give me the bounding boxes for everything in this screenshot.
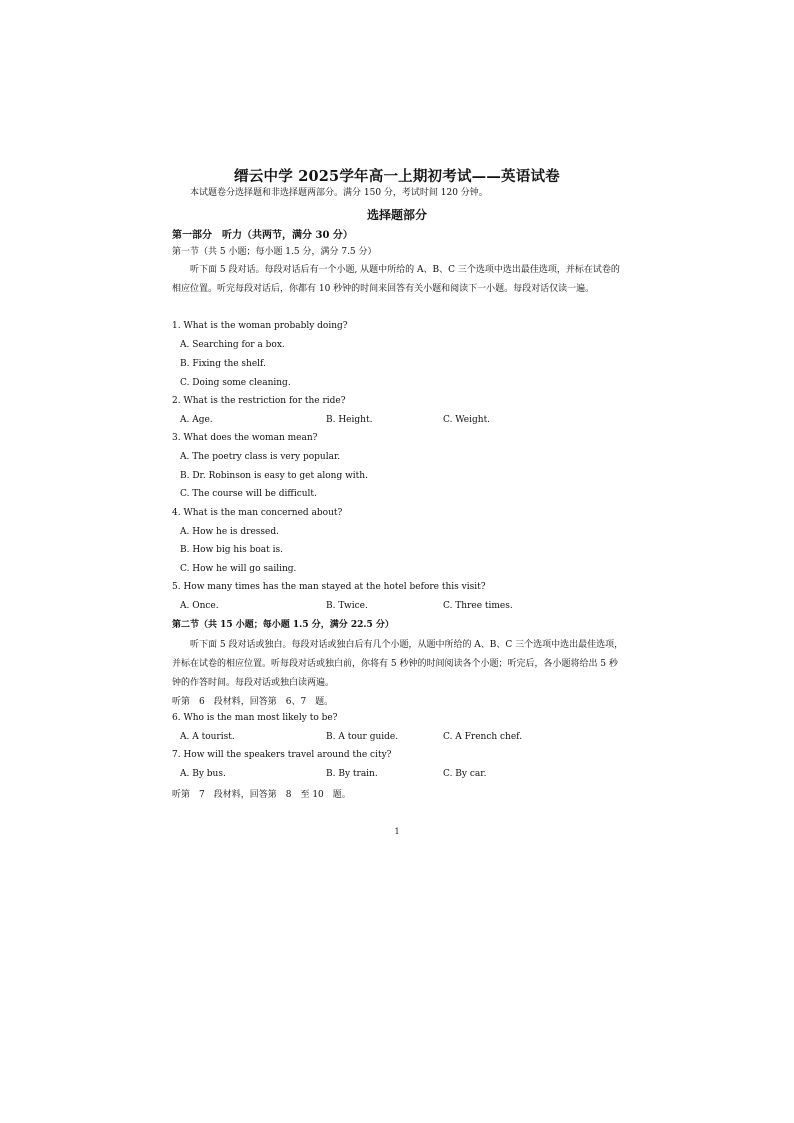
question-1: 1. What is the woman probably doing?: [172, 321, 348, 331]
q4-option-b: B. How big his boat is.: [180, 545, 283, 555]
q3-option-c: C. The course will be difficult.: [180, 489, 317, 499]
section1-header: 第一节（共 5 小题；每小题 1.5 分，满分 7.5 分）: [172, 247, 377, 257]
section2-instruction: 听下面 5 段对话或独白。每段对话或独白后有几个小题，从题中所给的 A、B、C 三个选项中选出最佳选项，并标在试卷的相应位置。听每段对话或独白前，你将有 5 秒钟的时间阅读各个小题；听完后，各小题将给出 5 秒钟的作答时间。每段对话或独白读两遍。: [172, 640, 624, 688]
question-7: 7. How will the speakers travel around the city?: [172, 750, 392, 760]
q5-option-c: C. Three times.: [443, 601, 513, 611]
exam-title: 缙云中学 2025学年高一上期初考试——英语试卷: [234, 168, 560, 185]
q4-option-a: A. How he is dressed.: [180, 527, 279, 537]
q6-option-b: B. A tour guide.: [326, 732, 399, 742]
q6-option-a: A. A tourist.: [180, 732, 235, 742]
section-title: 选择题部分: [366, 208, 427, 222]
section1-instruction: 听下面 5 段对话。每段对话后有一个小题, 从题中所给的 A、B、C 三个选项中选出最佳选项，并标在试卷的相应位置。听完每段对话后，你都有 10 秒钟的时间来回答有关小题和阅读下一小题。每段对话仅读一遍。: [172, 265, 620, 294]
q3-option-b: B. Dr. Robinson is easy to get along with.: [180, 471, 368, 481]
question-2: 2. What is the restriction for the ride?: [172, 396, 346, 406]
q2-option-a: A. Age.: [180, 415, 213, 425]
q7-option-a: A. By bus.: [180, 769, 226, 779]
q2-option-b: B. Height.: [326, 415, 373, 425]
exam-intro: 本试题卷分选择题和非选择题两部分。满分 150 分，考试时间 120 分钟。: [190, 188, 488, 198]
q1-option-b: B. Fixing the shelf.: [180, 359, 266, 369]
q5-option-b: B. Twice.: [326, 601, 368, 611]
q7-option-b: B. By train.: [326, 769, 378, 779]
q1-option-a: A. Searching for a box.: [180, 340, 285, 350]
section2-header: 第二节（共 15 小题；每小题 1.5 分，满分 22.5 分）: [172, 620, 394, 630]
q6-option-c: C. A French chef.: [443, 732, 523, 742]
page-number: 1: [394, 827, 400, 836]
part1-title: 第一部分 听力（共两节，满分 30 分）: [172, 230, 353, 241]
q1-option-c: C. Doing some cleaning.: [180, 378, 291, 388]
question-4: 4. What is the man concerned about?: [172, 508, 343, 518]
material-6-note: 听第 6 段材料，回答第 6、7 题。: [172, 697, 334, 707]
question-5: 5. How many times has the man stayed at the hotel before this visit?: [172, 582, 486, 592]
material-7-note: 听第 7 段材料，回答第 8 至 10 题。: [172, 790, 351, 800]
q2-option-c: C. Weight.: [443, 415, 491, 425]
question-3: 3. What does the woman mean?: [172, 433, 318, 443]
q5-option-a: A. Once.: [180, 601, 219, 611]
q3-option-a: A. The poetry class is very popular.: [180, 452, 341, 462]
q4-option-c: C. How he will go sailing.: [180, 564, 297, 574]
question-6: 6. Who is the man most likely to be?: [172, 713, 338, 723]
q7-option-c: C. By car.: [443, 769, 487, 779]
